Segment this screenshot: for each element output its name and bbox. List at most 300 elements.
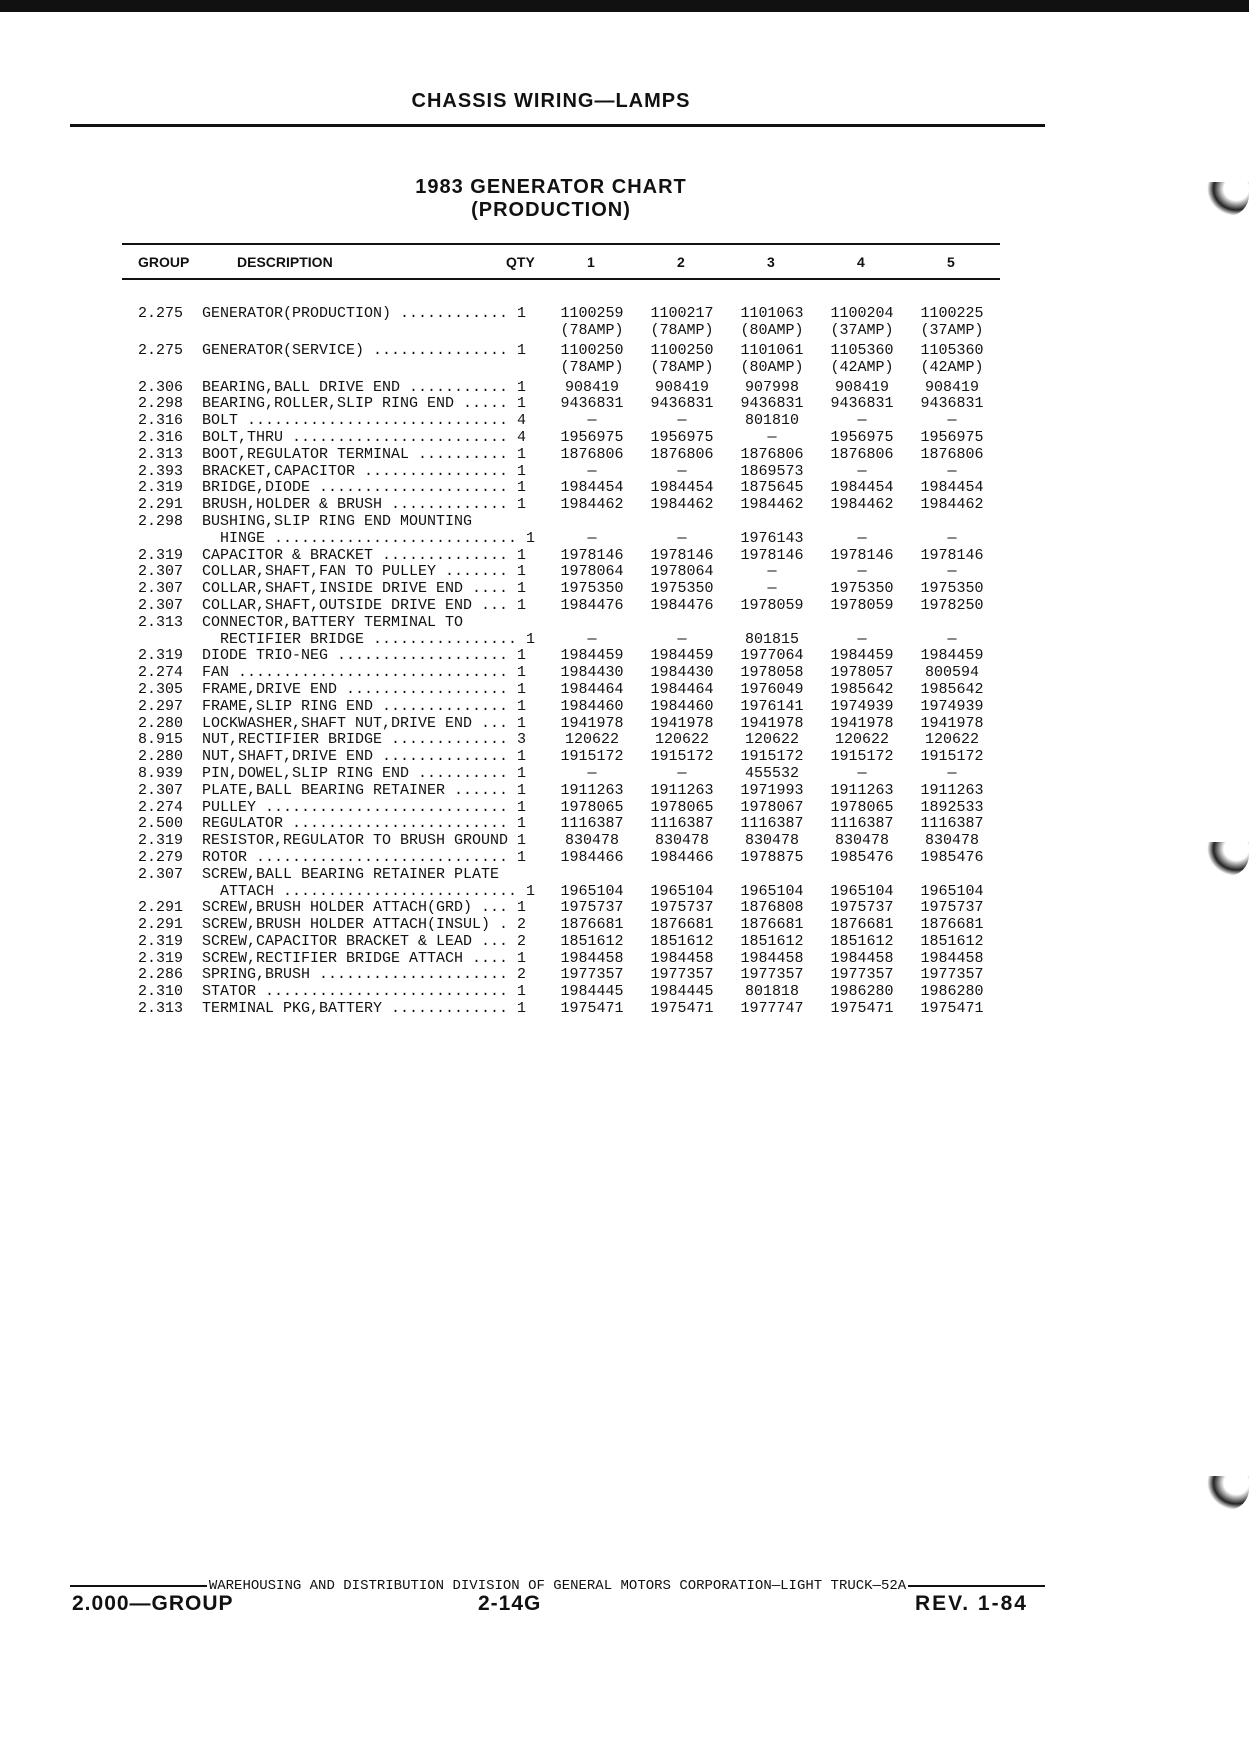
row-value-col2: 1116387: [650, 815, 714, 833]
row-value-col1: 1876806: [560, 445, 624, 463]
table-row: [0, 800, 1249, 817]
row-value-col3: 1101061: [740, 341, 804, 359]
row-group: 2.297: [138, 697, 184, 715]
row-group: 2.319: [138, 479, 184, 497]
row-group: 2.280: [138, 748, 184, 766]
row-value-col3: 1116387: [740, 815, 804, 833]
row-value-col5: 1986280: [920, 983, 984, 1001]
row-value-col5: 800594: [924, 664, 979, 682]
table-row: [0, 306, 1249, 323]
row-group: 2.291: [138, 916, 184, 934]
row-value-col5: 1915172: [920, 748, 984, 766]
row-value-col5: —: [947, 563, 957, 581]
row-value-col4: —: [857, 563, 867, 581]
row-value-col2: 1984459: [650, 647, 714, 665]
row-value-col5: —: [947, 764, 957, 782]
row-value-col3: —: [767, 563, 777, 581]
row-value-col2: —: [677, 462, 687, 480]
row-value-col5: —: [947, 529, 957, 547]
row-value-col4: 1911263: [830, 781, 894, 799]
row-value-col3: 1984462: [740, 496, 804, 514]
table-row: [0, 732, 1249, 749]
row-value-col2: 1984445: [650, 983, 714, 1001]
row-value-col3: 1851612: [740, 932, 804, 950]
row-value-col4: 1876806: [830, 445, 894, 463]
row-group: 2.307: [138, 596, 184, 614]
row-value-col5: 908419: [924, 378, 979, 396]
row-value-col2: 120622: [654, 731, 709, 749]
row-value-col1: 9436831: [560, 395, 624, 413]
row-value-col5: 1876806: [920, 445, 984, 463]
table-row: [0, 665, 1249, 682]
row-value-col4: 1986280: [830, 983, 894, 1001]
table-row: [0, 430, 1249, 447]
row-group: 8.915: [138, 731, 184, 749]
row-value-col2: 1915172: [650, 748, 714, 766]
chart-title: [0, 176, 1102, 222]
row-description: STATOR ........................... 1: [202, 983, 527, 1001]
row-value-col3: 1875645: [740, 479, 804, 497]
row-value-col5: 1978146: [920, 546, 984, 564]
row-value-col3: 1876681: [740, 916, 804, 934]
row-value-col2: 1965104: [650, 882, 714, 900]
row-value-col3: 9436831: [740, 395, 804, 413]
row-group: 2.306: [138, 378, 184, 396]
col-header-2: 2: [677, 254, 685, 270]
row-value-col4: —: [857, 462, 867, 480]
row-value-col2: 1876806: [650, 445, 714, 463]
table-row: [0, 900, 1249, 917]
row-value-col4: 1116387: [830, 815, 894, 833]
row-group: 2.279: [138, 848, 184, 866]
col-header-3: 3: [767, 254, 775, 270]
footer-group: 2.000—GROUP: [72, 1592, 234, 1615]
row-value-col4: (42AMP): [830, 358, 894, 376]
row-description: CONNECTOR,BATTERY TERMINAL TO: [202, 613, 464, 631]
table-row: [0, 917, 1249, 934]
page-header: CHASSIS WIRING—LAMPS: [411, 90, 691, 112]
row-value-col1: 1984430: [560, 664, 624, 682]
row-group: 2.307: [138, 865, 184, 883]
row-description: PLATE,BALL BEARING RETAINER ...... 1: [202, 781, 527, 799]
row-value-col1: 1978065: [560, 798, 624, 816]
row-value-col1: —: [587, 764, 597, 782]
row-value-col2: 1975737: [650, 899, 714, 917]
row-value-col3: 1976143: [740, 529, 804, 547]
table-row: [0, 323, 1249, 343]
row-value-col3: 1869573: [740, 462, 804, 480]
row-value-col2: 1956975: [650, 428, 714, 446]
row-value-col3: 801815: [744, 630, 799, 648]
row-value-col2: 908419: [654, 378, 709, 396]
col-header-1: 1: [587, 254, 595, 270]
footer-revision: REV. 1-84: [915, 1592, 1028, 1615]
row-value-col3: (80AMP): [740, 321, 804, 339]
row-value-col3: 455532: [744, 764, 799, 782]
row-group: 2.307: [138, 781, 184, 799]
row-value-col3: 830478: [744, 832, 799, 850]
row-value-col5: 1974939: [920, 697, 984, 715]
table-header-rule: [122, 278, 1000, 280]
row-value-col1: 1975471: [560, 1000, 624, 1018]
row-value-col5: 1977357: [920, 966, 984, 984]
row-value-col4: (37AMP): [830, 321, 894, 339]
row-group: 2.319: [138, 546, 184, 564]
row-value-col1: 1984458: [560, 949, 624, 967]
row-value-col3: 1976049: [740, 680, 804, 698]
row-value-col2: 830478: [654, 832, 709, 850]
row-value-col5: 1984462: [920, 496, 984, 514]
chart-title-line2: (PRODUCTION): [471, 199, 631, 221]
row-group: 2.298: [138, 395, 184, 413]
row-value-col5: 1978250: [920, 596, 984, 614]
table-row: [0, 598, 1249, 615]
row-value-col2: 1984462: [650, 496, 714, 514]
row-group: 2.280: [138, 714, 184, 732]
row-value-col2: —: [677, 764, 687, 782]
row-value-col1: —: [587, 529, 597, 547]
row-value-col3: 1978058: [740, 664, 804, 682]
row-value-col5: 1985476: [920, 848, 984, 866]
row-value-col3: 801810: [744, 412, 799, 430]
col-header-qty: QTY: [506, 254, 535, 270]
row-group: 2.305: [138, 680, 184, 698]
row-value-col1: 1975350: [560, 580, 624, 598]
row-value-col2: —: [677, 630, 687, 648]
row-value-col2: 1876681: [650, 916, 714, 934]
row-value-col1: 1116387: [560, 815, 624, 833]
row-value-col3: 1984458: [740, 949, 804, 967]
row-value-col1: 1100259: [560, 305, 624, 322]
row-description: ATTACH .......................... 1: [202, 882, 536, 900]
row-description: BRACKET,CAPACITOR ................ 1: [202, 462, 527, 480]
row-value-col1: 1984462: [560, 496, 624, 514]
row-description: NUT,SHAFT,DRIVE END .............. 1: [202, 748, 527, 766]
row-group: 2.393: [138, 462, 184, 480]
row-group: 2.313: [138, 613, 184, 631]
row-value-col4: 1978146: [830, 546, 894, 564]
table-row: [0, 564, 1249, 581]
row-value-col3: 1971993: [740, 781, 804, 799]
table-row: [0, 447, 1249, 464]
row-description: NUT,RECTIFIER BRIDGE ............. 3: [202, 731, 527, 749]
row-value-col4: 908419: [834, 378, 889, 396]
row-value-col5: 1984458: [920, 949, 984, 967]
row-value-col2: (78AMP): [650, 358, 714, 376]
row-value-col4: 1977357: [830, 966, 894, 984]
table-row: [0, 396, 1249, 413]
row-group: 8.939: [138, 764, 184, 782]
row-description: SPRING,BRUSH ..................... 2: [202, 966, 527, 984]
row-group: 2.316: [138, 428, 184, 446]
row-description: BEARING,BALL DRIVE END ........... 1: [202, 378, 527, 396]
row-value-col4: —: [857, 412, 867, 430]
row-value-col1: 1977357: [560, 966, 624, 984]
row-value-col5: —: [947, 630, 957, 648]
row-description: SCREW,CAPACITOR BRACKET & LEAD ... 2: [202, 932, 527, 950]
row-value-col4: 9436831: [830, 395, 894, 413]
row-value-col2: 1984458: [650, 949, 714, 967]
row-value-col3: —: [767, 428, 777, 446]
row-value-col4: 120622: [834, 731, 889, 749]
row-value-col1: 1984445: [560, 983, 624, 1001]
row-value-col3: 1978067: [740, 798, 804, 816]
row-value-col3: 1977064: [740, 647, 804, 665]
row-value-col5: 1876681: [920, 916, 984, 934]
chart-title-line1: 1983 GENERATOR CHART: [415, 176, 687, 198]
row-value-col2: 1100250: [650, 341, 714, 359]
row-value-col4: 1956975: [830, 428, 894, 446]
row-value-col1: 1984466: [560, 848, 624, 866]
row-value-col2: 1984460: [650, 697, 714, 715]
row-description: SCREW,BRUSH HOLDER ATTACH(INSUL) . 2: [202, 916, 527, 934]
row-description: SCREW,BALL BEARING RETAINER PLATE: [202, 865, 500, 883]
row-group: 2.310: [138, 983, 184, 1001]
row-description: BOLT,THRU ........................ 4: [202, 428, 527, 446]
row-value-col3: 1978146: [740, 546, 804, 564]
col-header-description: DESCRIPTION: [237, 254, 333, 270]
table-row: [0, 497, 1249, 514]
row-value-col5: 1975471: [920, 1000, 984, 1018]
row-value-col1: 1984464: [560, 680, 624, 698]
row-value-col4: 1984458: [830, 949, 894, 967]
row-value-col4: 1851612: [830, 932, 894, 950]
footer-division-text: WAREHOUSING AND DISTRIBUTION DIVISION OF GENERAL MOTORS CORPORATION—LIGHT TRUCK—52A: [208, 1578, 907, 1594]
row-value-col2: 9436831: [650, 395, 714, 413]
row-value-col1: 1984476: [560, 596, 624, 614]
row-value-col5: 1965104: [920, 882, 984, 900]
row-value-col3: 1976141: [740, 697, 804, 715]
row-value-col5: 830478: [924, 832, 979, 850]
row-value-col3: 1977747: [740, 1000, 804, 1018]
row-value-col1: 1984454: [560, 479, 624, 497]
table-row: [0, 951, 1249, 968]
row-description: ROTOR ............................ 1: [202, 848, 527, 866]
row-description: COLLAR,SHAFT,FAN TO PULLEY ....... 1: [202, 563, 527, 581]
row-description: PULLEY ........................... 1: [202, 798, 527, 816]
table-row: [0, 934, 1249, 951]
row-value-col4: 1975471: [830, 1000, 894, 1018]
row-group: 2.313: [138, 445, 184, 463]
table-row: [0, 464, 1249, 481]
row-group: 2.291: [138, 496, 184, 514]
row-value-col5: 9436831: [920, 395, 984, 413]
row-value-col5: 120622: [924, 731, 979, 749]
row-value-col2: 1941978: [650, 714, 714, 732]
table-row: [0, 699, 1249, 716]
row-group: 2.316: [138, 412, 184, 430]
row-value-col4: 1984454: [830, 479, 894, 497]
col-header-4: 4: [857, 254, 865, 270]
row-description: PIN,DOWEL,SLIP RING END .......... 1: [202, 764, 527, 782]
row-value-col2: 1977357: [650, 966, 714, 984]
row-value-col5: —: [947, 462, 957, 480]
row-value-col3: —: [767, 580, 777, 598]
table-row: [0, 967, 1249, 984]
row-value-col4: 1965104: [830, 882, 894, 900]
row-value-col3: 801818: [744, 983, 799, 1001]
row-value-col1: 1978064: [560, 563, 624, 581]
table-top-rule: [122, 243, 1000, 245]
row-group: 2.274: [138, 664, 184, 682]
row-description: SCREW,RECTIFIER BRIDGE ATTACH .... 1: [202, 949, 527, 967]
row-value-col1: —: [587, 630, 597, 648]
table-row: [0, 413, 1249, 430]
row-group: 2.319: [138, 949, 184, 967]
row-value-col5: (42AMP): [920, 358, 984, 376]
row-value-col1: —: [587, 412, 597, 430]
row-value-col2: 1978064: [650, 563, 714, 581]
row-value-col2: 1984476: [650, 596, 714, 614]
row-group: 2.500: [138, 815, 184, 833]
row-value-col2: 1975471: [650, 1000, 714, 1018]
row-value-col1: 1941978: [560, 714, 624, 732]
row-value-col5: —: [947, 412, 957, 430]
table-row: [0, 514, 1249, 531]
row-description: REGULATOR ........................ 1: [202, 815, 527, 833]
row-description: SCREW,BRUSH HOLDER ATTACH(GRD) ... 1: [202, 899, 527, 917]
row-value-col3: 1977357: [740, 966, 804, 984]
table-row: [0, 833, 1249, 850]
row-value-col2: 1978065: [650, 798, 714, 816]
scan-top-border: [0, 0, 1249, 12]
row-group: 2.275: [138, 341, 184, 359]
row-value-col2: 1984464: [650, 680, 714, 698]
row-value-col5: 1116387: [920, 815, 984, 833]
row-value-col4: 1941978: [830, 714, 894, 732]
table-row: [0, 682, 1249, 699]
row-value-col3: 1876808: [740, 899, 804, 917]
row-value-col1: 908419: [564, 378, 619, 396]
row-description: LOCKWASHER,SHAFT NUT,DRIVE END ... 1: [202, 714, 527, 732]
row-value-col4: 830478: [834, 832, 889, 850]
row-value-col5: 1892533: [920, 798, 984, 816]
table-row: [0, 360, 1249, 380]
row-value-col2: 1851612: [650, 932, 714, 950]
row-value-col2: 1984454: [650, 479, 714, 497]
row-value-col4: 1915172: [830, 748, 894, 766]
col-header-group: GROUP: [138, 254, 190, 270]
table-row: [0, 581, 1249, 598]
row-group: 2.319: [138, 832, 184, 850]
row-value-col1: 1956975: [560, 428, 624, 446]
row-value-col1: 1978146: [560, 546, 624, 564]
table-row: [0, 766, 1249, 783]
row-description: COLLAR,SHAFT,INSIDE DRIVE END .... 1: [202, 580, 527, 598]
row-value-col2: 1978146: [650, 546, 714, 564]
table-row: [0, 716, 1249, 733]
row-value-col3: 1965104: [740, 882, 804, 900]
row-value-col1: 1911263: [560, 781, 624, 799]
row-value-col3: 1915172: [740, 748, 804, 766]
row-value-col4: —: [857, 764, 867, 782]
row-description: BEARING,ROLLER,SLIP RING END ..... 1: [202, 395, 527, 413]
row-description: DIODE TRIO-NEG ................... 1: [202, 647, 527, 665]
row-group: 2.274: [138, 798, 184, 816]
row-description: RECTIFIER BRIDGE ................ 1: [202, 630, 536, 648]
row-value-col5: 1941978: [920, 714, 984, 732]
row-value-col1: 1876681: [560, 916, 624, 934]
row-value-col4: 1975350: [830, 580, 894, 598]
row-value-col2: 1100217: [650, 305, 714, 322]
row-value-col4: 1974939: [830, 697, 894, 715]
row-value-col2: —: [677, 412, 687, 430]
row-description: BOLT ............................. 4: [202, 412, 527, 430]
row-description: RESISTOR,REGULATOR TO BRUSH GROUND 1: [202, 832, 527, 850]
row-value-col4: 1105360: [830, 341, 894, 359]
table-row: [0, 380, 1249, 397]
row-value-col5: 1985642: [920, 680, 984, 698]
row-value-col3: 1876806: [740, 445, 804, 463]
table-row: [0, 867, 1249, 884]
table-row: [0, 648, 1249, 665]
table-row: [0, 632, 1249, 649]
row-value-col4: —: [857, 630, 867, 648]
row-value-col1: 1975737: [560, 899, 624, 917]
footer-page-number: 2-14G: [478, 1592, 542, 1615]
row-value-col4: 1978065: [830, 798, 894, 816]
row-value-col4: 1985642: [830, 680, 894, 698]
row-description: BOOT,REGULATOR TERMINAL .......... 1: [202, 445, 527, 463]
row-value-col3: (80AMP): [740, 358, 804, 376]
row-group: 2.319: [138, 932, 184, 950]
row-value-col1: (78AMP): [560, 358, 624, 376]
row-value-col5: 1100225: [920, 305, 984, 322]
row-value-col5: 1105360: [920, 341, 984, 359]
row-description: FAN .............................. 1: [202, 664, 527, 682]
header-rule: [70, 124, 1045, 127]
table-row: [0, 615, 1249, 632]
row-value-col3: 1941978: [740, 714, 804, 732]
row-value-col4: 1978059: [830, 596, 894, 614]
table-row: [0, 984, 1249, 1001]
row-value-col2: 1975350: [650, 580, 714, 598]
row-group: 2.291: [138, 899, 184, 917]
row-value-col1: (78AMP): [560, 321, 624, 339]
row-value-col2: 1984466: [650, 848, 714, 866]
row-value-col5: 1911263: [920, 781, 984, 799]
table-row: [0, 548, 1249, 565]
row-value-col5: (37AMP): [920, 321, 984, 339]
row-description: FRAME,DRIVE END .................. 1: [202, 680, 527, 698]
row-group: 2.286: [138, 966, 184, 984]
table-row: [0, 783, 1249, 800]
row-value-col3: 907998: [744, 378, 799, 396]
table-row: [0, 1001, 1249, 1018]
row-group: 2.307: [138, 580, 184, 598]
row-value-col1: 1851612: [560, 932, 624, 950]
row-value-col5: 1984454: [920, 479, 984, 497]
row-value-col1: 1100250: [560, 341, 624, 359]
row-value-col2: —: [677, 529, 687, 547]
row-value-col1: 1984459: [560, 647, 624, 665]
row-value-col4: 1984459: [830, 647, 894, 665]
row-value-col4: 1876681: [830, 916, 894, 934]
row-value-col2: 1911263: [650, 781, 714, 799]
row-value-col5: 1975737: [920, 899, 984, 917]
binder-hole-top: [1207, 182, 1249, 216]
binder-hole-bottom: [1207, 1476, 1249, 1510]
row-value-col1: 120622: [564, 731, 619, 749]
row-group: 2.298: [138, 512, 184, 530]
row-value-col5: 1851612: [920, 932, 984, 950]
footer-rule-left: [70, 1585, 207, 1587]
row-description: BRIDGE,DIODE ..................... 1: [202, 479, 527, 497]
table-row: [0, 480, 1249, 497]
row-value-col3: 1978875: [740, 848, 804, 866]
row-value-col1: 830478: [564, 832, 619, 850]
row-description: CAPACITOR & BRACKET .............. 1: [202, 546, 527, 564]
